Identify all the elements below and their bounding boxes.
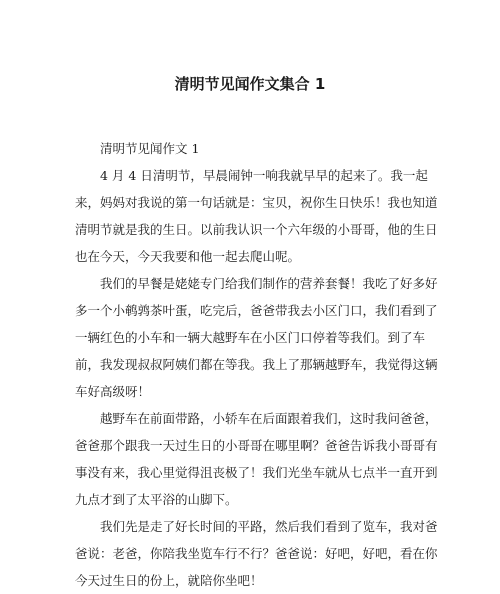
paragraph	[75, 513, 438, 594]
paragraph	[75, 162, 438, 270]
paragraph-line: 一辆红色的小车和一辆大越野车在小区门口停着等我们。到了车	[75, 330, 426, 345]
paragraph-line: 也在今天，今天我要和他一起去爬山呢。	[75, 249, 301, 264]
paragraph-line: 多一个小鹌鹑茶叶蛋，吃完后，爸爸带我去小区门口，我们看到了	[75, 303, 438, 318]
paragraph-line: 我们的早餐是姥姥专门给我们制作的营养套餐！我吃了好多好	[100, 276, 438, 291]
paragraph-line: 清明节就是我的生日。以前我认识一个六年级的小哥哥，他的生日	[75, 222, 438, 237]
document-title: 清明节见闻作文集合 1	[174, 75, 326, 93]
paragraph	[75, 405, 438, 513]
paragraph	[75, 270, 438, 405]
document-body	[75, 135, 438, 594]
paragraph-line: 九点才到了太平浴的山脚下。	[75, 492, 238, 507]
paragraph-line: 车好高级呀！	[75, 384, 151, 399]
paragraph-line: 我们先是走了好长时间的平路，然后我们看到了览车，我对爸	[100, 519, 438, 534]
paragraph-line: 越野车在前面带路，小轿车在后面跟着我们，这时我问爸爸，	[100, 411, 438, 426]
paragraph-line: 来，妈妈对我说的第一句话就是：宝贝，祝你生日快乐！我也知道	[75, 195, 438, 210]
paragraph-line: 前，我发现叔叔阿姨们都在等我。我上了那辆越野车，我觉得这辆	[75, 357, 438, 372]
paragraph-line: 今天过生日的份上，就陪你坐吧！	[75, 573, 263, 588]
paragraph-line: 事没有来，我心里觉得沮丧极了！我们光坐车就从七点半一直开到	[75, 465, 438, 480]
paragraph-line: 爸爸那个跟我一天过生日的小哥哥在哪里啊？爸爸告诉我小哥哥有	[75, 438, 438, 453]
essay-subheading: 清明节见闻作文 1	[100, 141, 200, 156]
paragraph-line: 爸说：老爸，你陪我坐览车行不行？爸爸说：好吧，好吧，看在你	[75, 546, 438, 561]
paragraph-line: 4 月 4 日清明节，早晨闹钟一响我就早早的起来了。我一起	[100, 168, 428, 183]
